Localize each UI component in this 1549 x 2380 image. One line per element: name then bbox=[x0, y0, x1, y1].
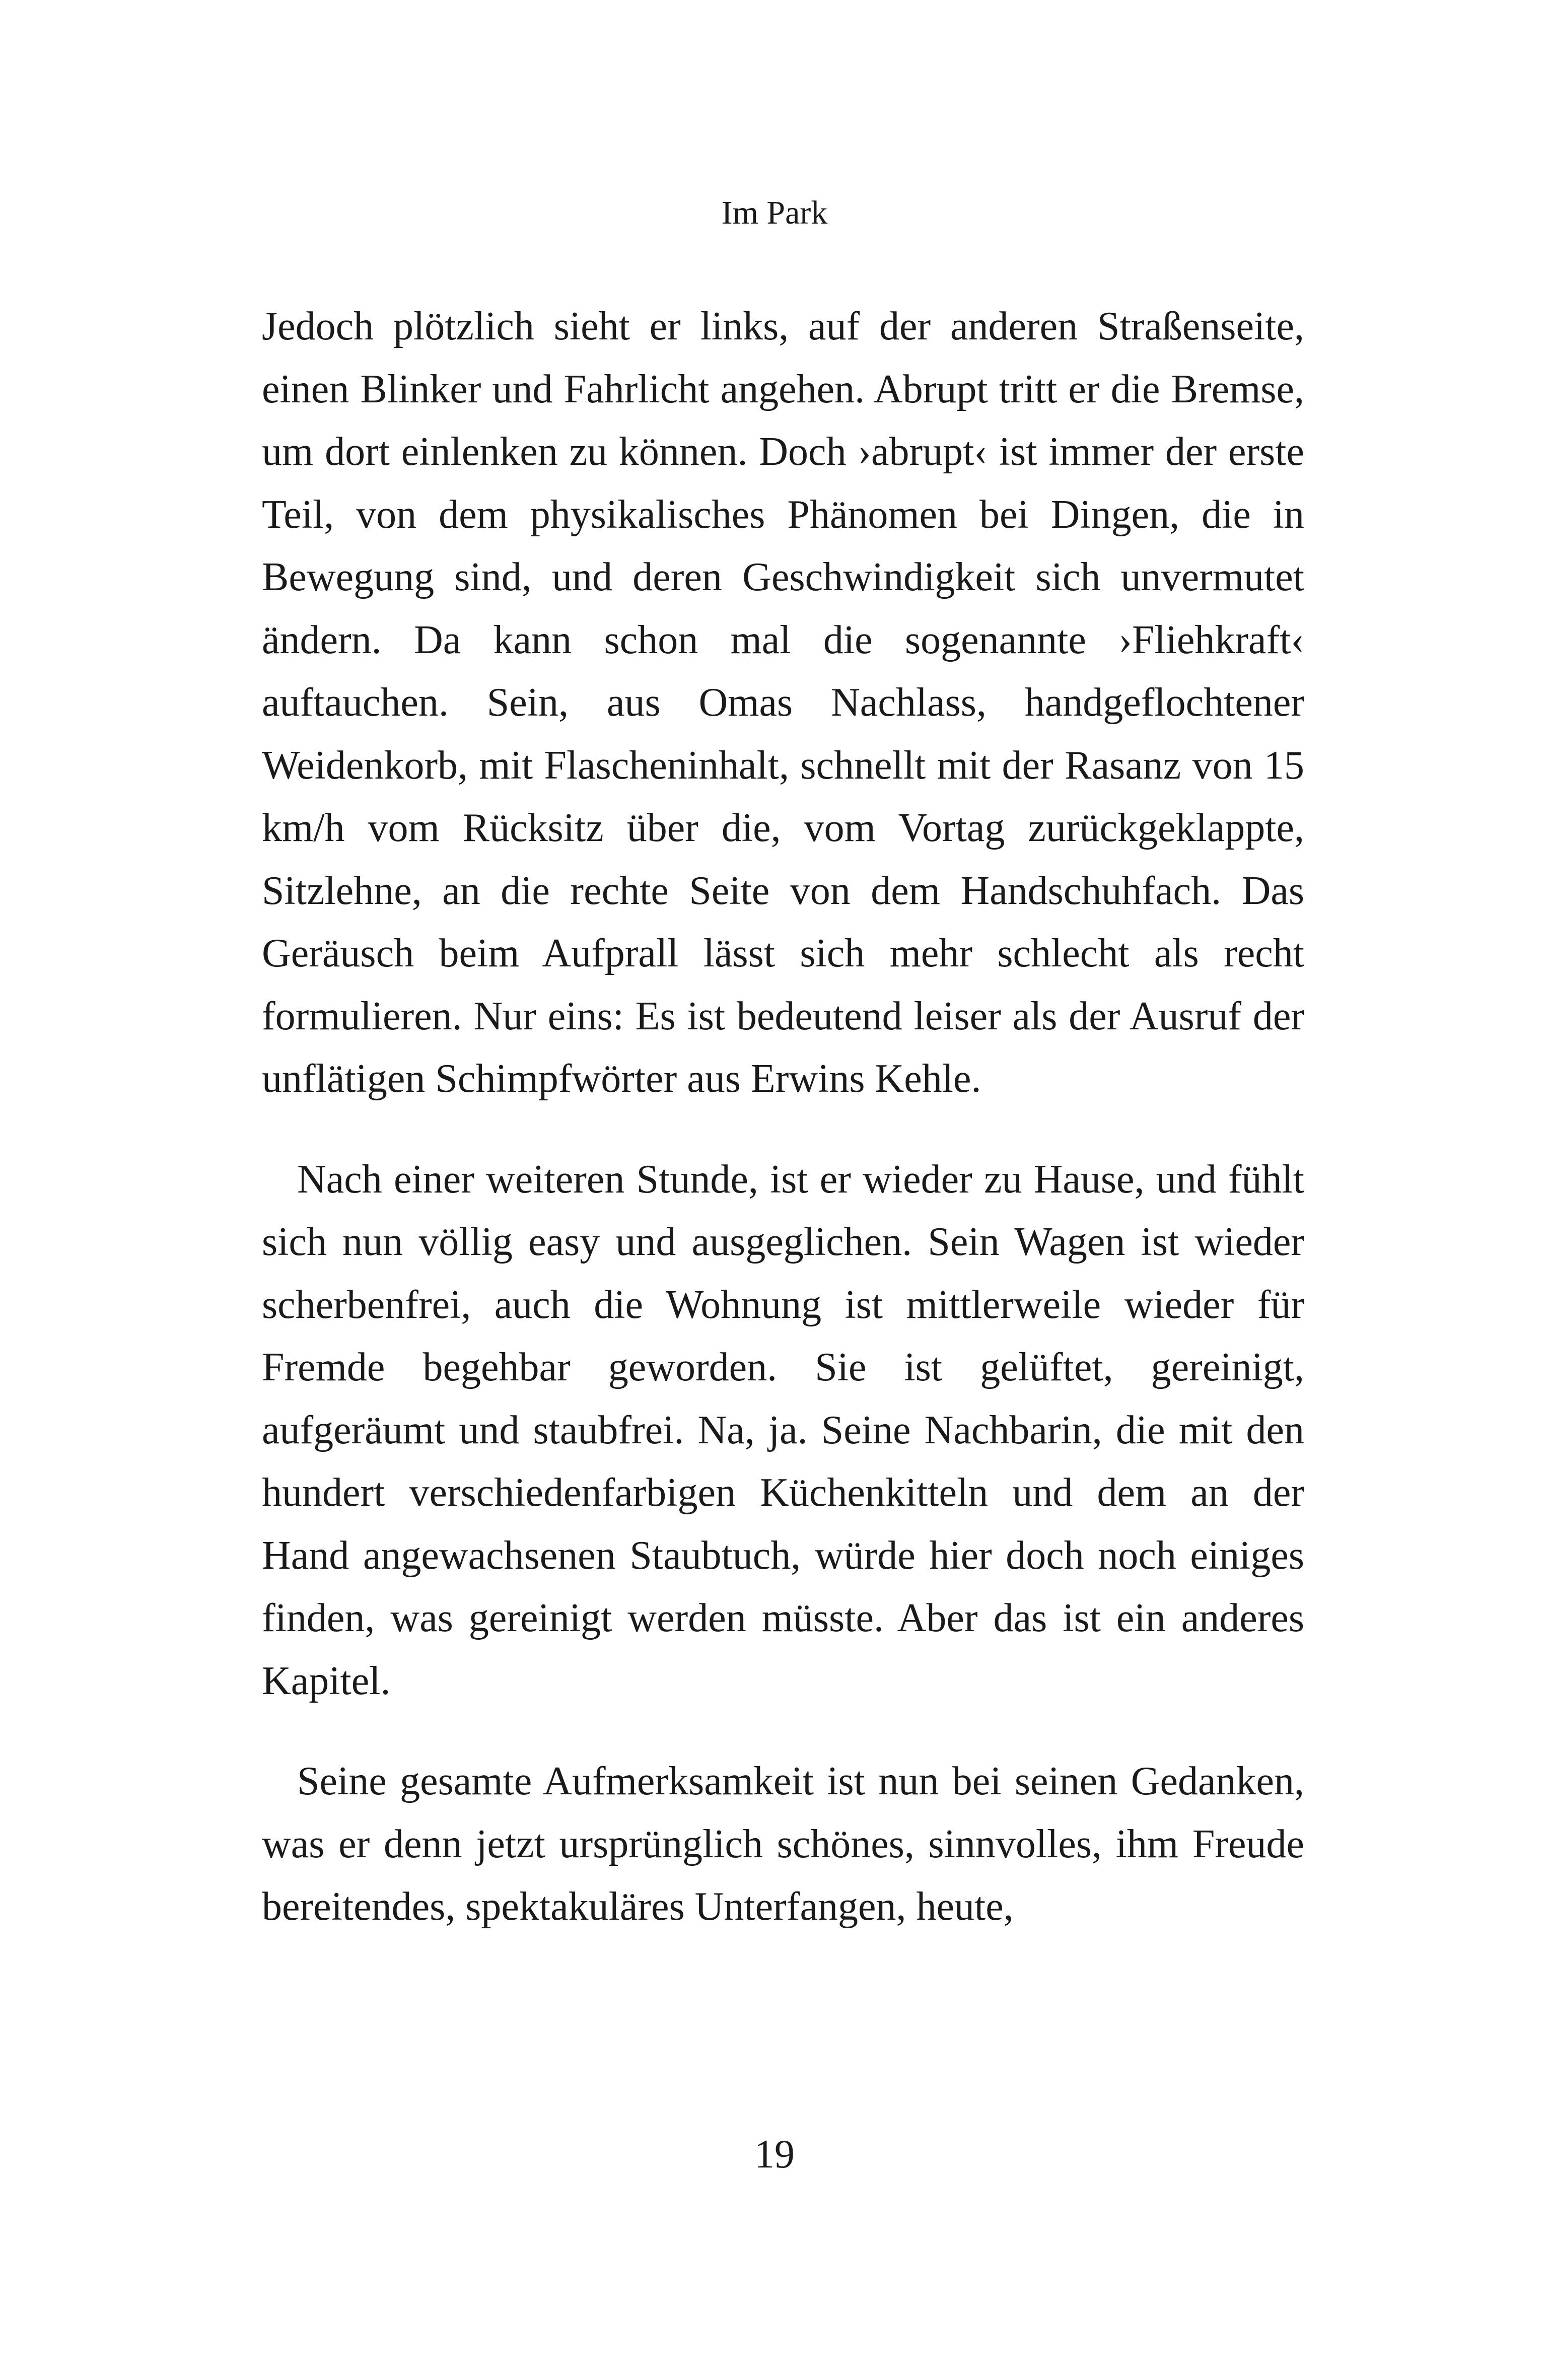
paragraph-1: Jedoch plötzlich sieht er links, auf der anderen Straßenseite, einen Blinker und Fahrlicht angehen. Abrupt tritt er die Bremse, um dort einlenken zu können. Doch ›abrupt‹ ist immer der erste Teil, von dem physikalisches Phänomen bei Dingen, die in Bewegung sind, und deren Geschwindigkeit sich unvermutet ändern. Da kann schon mal die sogenannte ›Fliehkraft‹ auftauchen. Sein, aus Omas Nachlass, handgeflochtener Weidenkorb, mit Flascheninhalt, schnellt mit der Rasanz von 15 km/h vom Rücksitz über die, vom Vortag zurückgeklappte, Sitzlehne, an die rechte Seite von dem Handschuhfach. Das Geräusch beim Aufprall lässt sich mehr schlecht als recht formulieren. Nur eins: Es ist bedeutend leiser als der Ausruf der unflätigen Schimpfwörter aus Erwins Kehle. bbox=[262, 304, 1304, 1101]
paragraph-2: Nach einer weiteren Stunde, ist er wieder zu Hause, und fühlt sich nun völlig easy und ausgeglichen. Sein Wagen ist wieder scherbenfrei, auch die Wohnung ist mittlerweile wieder für Fremde begehbar geworden. Sie ist gelüftet, gereinigt, aufgeräumt und staubfrei. Na, ja. Seine Nachbarin, die mit den hundert verschiedenfarbigen Küchenkitteln und dem an der Hand angewachsenen Staubtuch, würde hier doch noch einiges finden, was gereinigt werden müsste. Aber das ist ein anderes Kapitel. bbox=[262, 1157, 1304, 1703]
body-text bbox=[262, 295, 1304, 1938]
page-number: 19 bbox=[754, 2132, 795, 2177]
running-head-title: Im Park bbox=[721, 194, 828, 231]
paragraph-3: Seine gesamte Aufmerksamkeit ist nun bei seinen Gedanken, was er denn jetzt ursprünglich schönes, sinnvolles, ihm Freude bereitendes, spektakuläres Unterfangen, heute, bbox=[262, 1759, 1304, 1929]
